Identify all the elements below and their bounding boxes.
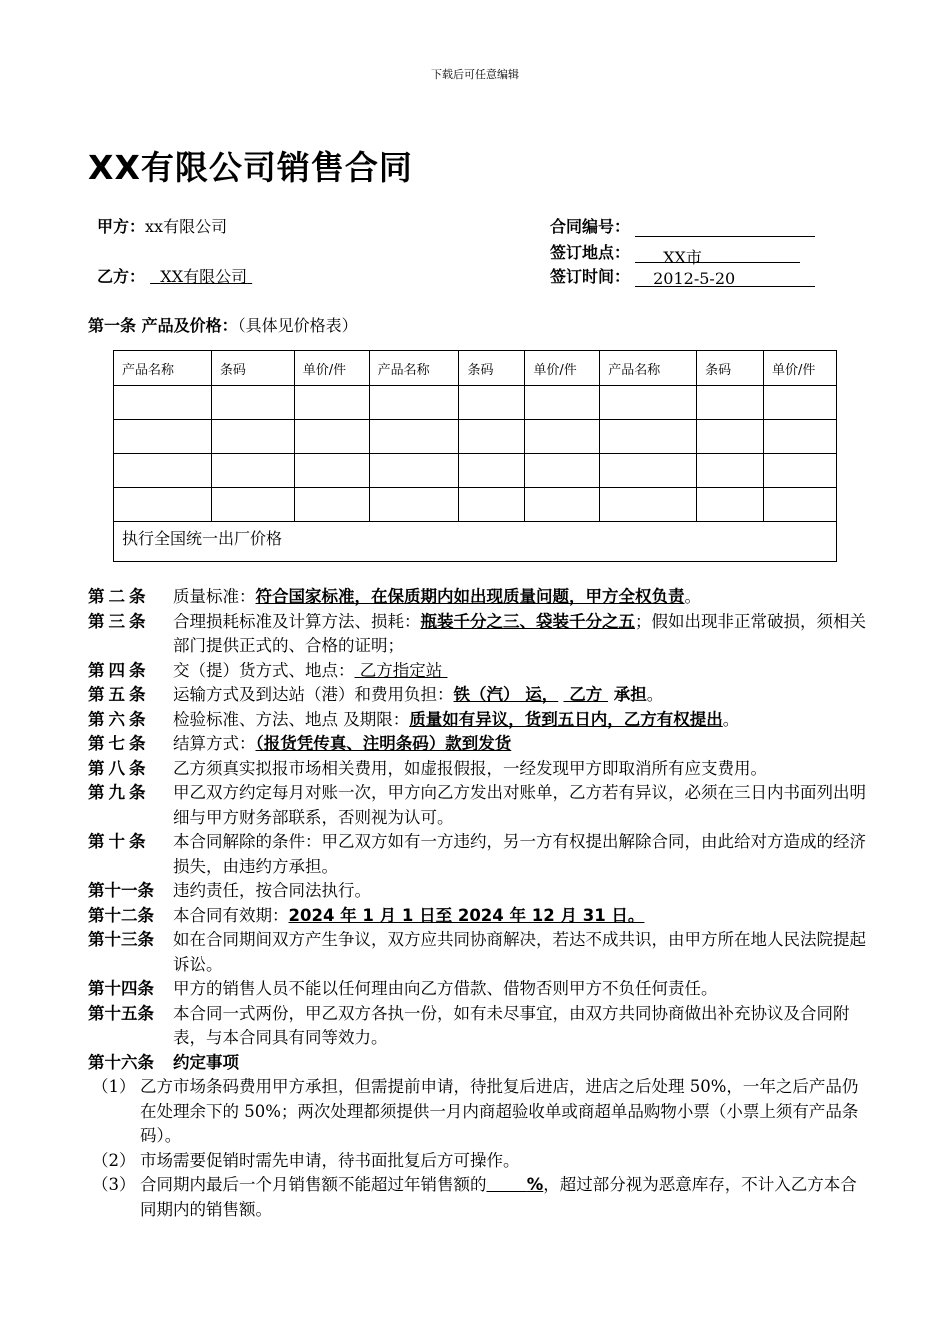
table-row: [114, 386, 837, 420]
sign-place-value: XX市: [635, 245, 800, 263]
contract-number-value: [635, 218, 815, 237]
list-item: （2） 市场需要促销时需先申请，待书面批复后方可操作。: [92, 1150, 520, 1170]
article-label: 第六条: [88, 709, 150, 729]
party-a-label: 甲方: [97, 217, 130, 236]
article-label: 第十一条: [88, 881, 154, 900]
article-label: 第七条: [88, 734, 150, 753]
table-row: [114, 454, 837, 488]
article-label: 第十四条: [88, 979, 154, 998]
column-header: 产品名称: [369, 351, 459, 386]
page-title: XX有限公司销售合同: [88, 148, 413, 187]
party-b: 乙方： XX有限公司: [97, 264, 252, 287]
percentage-blank: %: [526, 1175, 544, 1194]
party-a-value: xx有限公司: [145, 217, 228, 236]
article-3: 第三条 合理损耗标准及计算方法、损耗：瓶装千分之三、袋装千分之五；假如出现非正常破损，须相关部门提供正式的、合格的证明；: [88, 610, 868, 659]
article-label: 第十六条: [88, 1052, 154, 1072]
contract-number-label: 合同编号: [550, 217, 615, 236]
article-13: 第十三条 如在合同期间双方产生争议，双方应共同协商解决，若达不成共识，由甲方所在地人民法院提起诉讼。: [88, 928, 868, 977]
article-14: 第十四条 甲方的销售人员不能以任何理由向乙方借款、借物否则甲方不负任何责任。: [88, 977, 868, 1002]
article-label: 第九条: [88, 783, 150, 802]
party-b-label: 乙方: [97, 267, 130, 286]
article-label: 第四条: [88, 660, 150, 680]
contract-articles: [88, 585, 868, 1222]
sign-time-value: 2012-5-20: [635, 269, 815, 287]
article-label: 第二条: [88, 587, 150, 606]
article-4: 第四条 交（提）货方式、地点： 乙方指定站: [88, 659, 868, 684]
column-header: 产品名称: [600, 351, 697, 386]
article-10: 第十条 本合同解除的条件：甲乙双方如有一方违约，另一方有权提出解除合同，由此给对方造成的经济损失，由违约方承担。: [88, 830, 868, 879]
column-header: 单价/件: [764, 351, 837, 386]
article-12: 第十二条 本合同有效期：2024 年 1 月 1 日至 2024 年 12 月 31 日。: [88, 904, 868, 929]
column-header: 产品名称: [114, 351, 212, 386]
article-1-note: （具体见价格表）: [237, 316, 358, 335]
price-table-header-row: [114, 351, 837, 386]
article-label: 第八条: [88, 758, 150, 778]
column-header: 单价/件: [294, 351, 369, 386]
article-7: 第七条 结算方式：（报货凭传真、注明条码）款到发货: [88, 732, 868, 757]
article-1-label: 第一条 产品及价格：: [88, 316, 238, 335]
column-header: 单价/件: [525, 351, 600, 386]
article-label: 第十五条: [88, 1003, 154, 1023]
article-label: 第三条: [88, 611, 150, 631]
sign-place-label: 签订地点: [550, 243, 615, 262]
list-item: （3） 合同期内最后一个月销售额不能超过年销售额的 %，超过部分视为恶意库存，不计入乙方本合同期内的销售额。: [92, 1175, 857, 1219]
article-5: 第五条 运输方式及到达站（港）和费用负担：铁（汽） 运， 乙方 承担。: [88, 683, 868, 708]
article-9: 第九条 甲乙双方约定每月对账一次，甲方向乙方发出对账单，乙方若有异议，必须在三日内书面列出明细与甲方财务部联系，否则视为认可。: [88, 781, 868, 830]
party-b-value: XX有限公司: [160, 267, 248, 286]
sign-time-label: 签订时间: [550, 267, 615, 286]
article-11: 第十一条 违约责任，按合同法执行。: [88, 879, 868, 904]
price-table-footer-row: [114, 522, 837, 562]
article-8: 第八条 乙方须真实拟报市场相关费用，如虚报假报，一经发现甲方即取消所有应支费用。: [88, 757, 868, 782]
list-item: （1） 乙方市场条码费用甲方承担，但需提前申请，待批复后进店，进店之后处理 50%，一年之后产品仍在处理余下的 50%；两次处理都须提供一月内商超验收单或商超单品购物小票（小票上须有产品条码）。: [92, 1077, 859, 1145]
column-header: 条码: [211, 351, 294, 386]
column-header: 条码: [459, 351, 525, 386]
article-1: [88, 313, 358, 336]
party-a: 甲方：xx有限公司: [97, 217, 228, 236]
price-table: [113, 350, 837, 562]
page-header-note: 下载后可任意编辑: [431, 68, 519, 81]
article-6: 第六条 检验标准、方法、地点 及期限：质量如有异议，货到五日内，乙方有权提出。: [88, 708, 868, 733]
article-label: 第十三条: [88, 930, 154, 949]
article-label: 第十条: [88, 832, 150, 851]
article-16: [88, 1051, 868, 1076]
table-row: [114, 488, 837, 522]
article-2: 第二条 质量标准：符合国家标准，在保质期内如出现质量问题，甲方全权负责。: [88, 585, 868, 610]
article-label: 第五条: [88, 685, 150, 704]
sign-time: 签订时间： 2012-5-20: [550, 264, 815, 287]
contract-number: 合同编号：: [550, 214, 815, 237]
article-label: 第十二条: [88, 905, 154, 925]
price-table-footer: 执行全国统一出厂价格: [114, 522, 837, 562]
article-15: 第十五条 本合同一式两份，甲乙双方各执一份，如有未尽事宜，由双方共同协商做出补充协议及合同附表，与本合同具有同等效力。: [88, 1002, 868, 1051]
sign-place: 签订地点： XX市: [550, 240, 800, 263]
table-row: [114, 420, 837, 454]
column-header: 条码: [697, 351, 764, 386]
article-16-title: 约定事项: [173, 1052, 239, 1072]
